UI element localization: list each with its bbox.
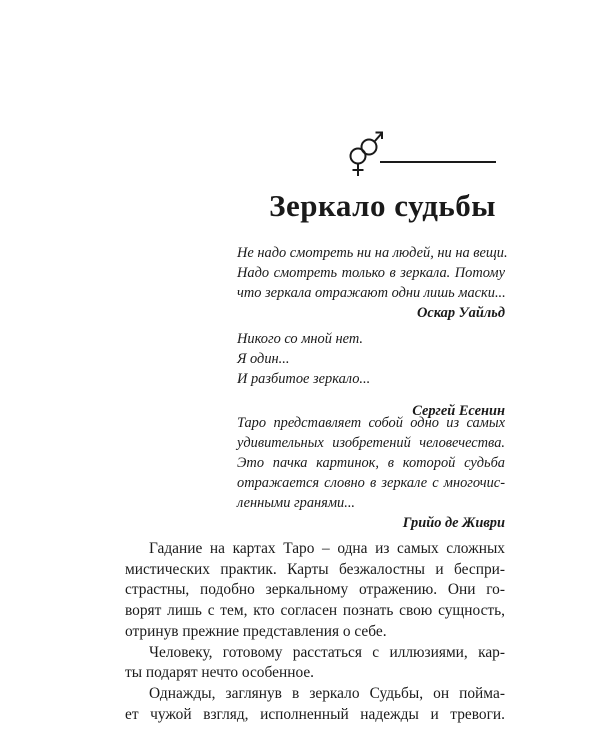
body-line: отринув прежние представления о себе. [125, 622, 387, 640]
epigraph-line: Никого со мной нет. [237, 331, 364, 347]
epigraph-line: Это пачка картинок, в которой судьба [237, 455, 505, 471]
body-line: ты подарят нечто особенное. [125, 664, 315, 682]
epigraph-line: Я один... [237, 351, 290, 367]
body-line: Однажды, заглянув в зеркало Судьбы, он поймa- [149, 684, 505, 702]
body-line: страстны, подобно зеркальному отражению. Они го- [125, 581, 505, 599]
epigraph-line: что зеркала отражают одни лишь маски... [237, 285, 506, 301]
male-female-symbols-icon [336, 120, 506, 180]
epigraph-line: Таро представляет собой одно из самых [237, 415, 505, 431]
epigraph-line: Надо смотреть только в зеркала. Потому [237, 265, 505, 281]
epigraph-line: удивительных изобретений человечества. [237, 435, 505, 451]
epigraph-author: Сергей Есенин [412, 403, 505, 419]
epigraph-author: Грийо де Живри [402, 515, 505, 531]
body-text [125, 539, 505, 725]
chapter-rule [380, 161, 496, 163]
chapter-title: Зеркало судьбы [269, 188, 496, 223]
epigraph-yesenin [237, 329, 505, 421]
epigraph-line: отражается словно в зеркале с многочис- [237, 475, 505, 491]
body-line: мистических практик. Карты безжалостны и беспри- [125, 560, 505, 578]
epigraph-wilde [237, 243, 508, 323]
epigraph-line: Не надо смотреть ни на людей, ни на вещи. [237, 245, 508, 261]
body-line: Человеку, готовому расстаться с иллюзиями, кар- [149, 643, 505, 661]
epigraph-author: Оскар Уайльд [416, 305, 505, 321]
body-line: Гадание на картах Таро – одна из самых сложных [149, 540, 505, 557]
body-line: ворят лишь с тем, кто согласен познать свою сущность, [125, 602, 505, 620]
epigraph-grillot [237, 413, 505, 533]
body-line: ет чужой взгляд, исполненный надежды и тревоги. [125, 705, 505, 723]
epigraph-line: ленными гранями... [237, 495, 356, 511]
epigraph-line: И разбитое зеркало... [237, 371, 371, 387]
